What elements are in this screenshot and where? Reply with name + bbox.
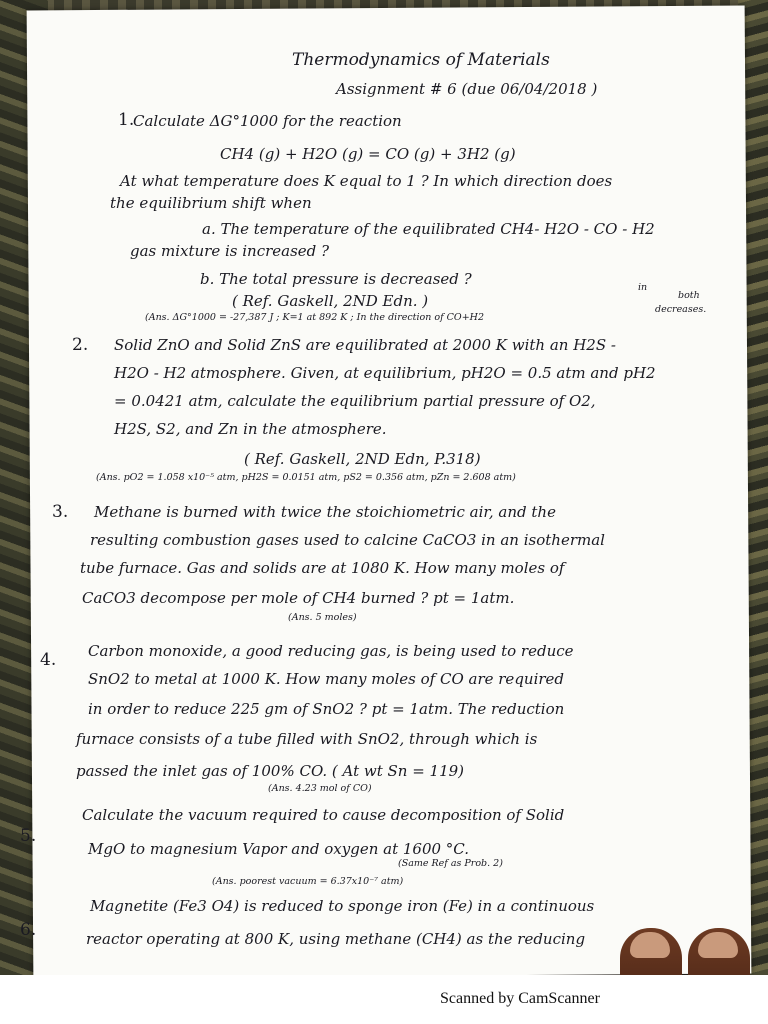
problem-4-line-2: SnO2 to metal at 1000 K. How many moles of CO are required xyxy=(88,670,565,688)
problem-1-reference: ( Ref. Gaskell, 2ND Edn. ) xyxy=(232,292,429,310)
problem-1-note-in: in xyxy=(638,282,648,293)
problem-4-line-1: Carbon monoxide, a good reducing gas, is being used to reduce xyxy=(88,642,574,660)
problem-5-answer: (Ans. poorest vacuum = 6.37x10⁻⁷ atm) xyxy=(212,876,404,887)
problem-5-line-1: Calculate the vacuum required to cause decomposition of Solid xyxy=(82,806,565,824)
scan-footer-strip xyxy=(0,975,768,1024)
problem-1-line-2: At what temperature does K equal to 1 ? In which direction does xyxy=(120,172,613,190)
problem-2-line-2: H2O - H2 atmosphere. Given, at equilibrium, pH2O = 0.5 atm and pH2 xyxy=(114,364,656,382)
problem-6-number: 6. xyxy=(20,920,37,940)
problem-1-line-3: the equilibrium shift when xyxy=(110,194,312,212)
problem-3-line-1: Methane is burned with twice the stoichiometric air, and the xyxy=(94,503,556,521)
problem-1-answer: (Ans. ΔG°1000 = -27,387 J ; K=1 at 892 K ; In the direction of CO+H2 xyxy=(145,312,484,323)
problem-3-answer: (Ans. 5 moles) xyxy=(288,612,357,623)
problem-6-line-2: reactor operating at 800 K, using methane (CH4) as the reducing xyxy=(86,930,586,948)
problem-2-answer: (Ans. pO2 = 1.058 x10⁻⁵ atm, pH2S = 0.0151 atm, pS2 = 0.356 atm, pZn = 2.608 atm) xyxy=(96,472,516,483)
problem-2-line-3: = 0.0421 atm, calculate the equilibrium partial pressure of O2, xyxy=(114,392,596,410)
problem-1-part-b: b. The total pressure is decreased ? xyxy=(200,270,472,288)
problem-2-line-4: H2S, S2, and Zn in the atmosphere. xyxy=(114,420,387,438)
fingers-photo xyxy=(620,920,768,980)
problem-1-note-both: both xyxy=(678,290,700,301)
problem-5-number: 5. xyxy=(20,826,37,846)
problem-3-number: 3. xyxy=(52,502,69,522)
problem-1-answer-tail: decreases. xyxy=(655,304,707,315)
problem-3-line-2: resulting combustion gases used to calcine CaCO3 in an isothermal xyxy=(90,531,605,549)
problem-2-number: 2. xyxy=(72,335,89,355)
problem-2-reference: ( Ref. Gaskell, 2ND Edn, P.318) xyxy=(244,450,481,468)
problem-1-part-a-2: gas mixture is increased ? xyxy=(130,242,330,260)
problem-2-line-1: Solid ZnO and Solid ZnS are equilibrated at 2000 K with an H2S - xyxy=(114,336,616,354)
problem-1-number: 1. xyxy=(118,110,135,130)
problem-1-line-1: Calculate ΔG°1000 for the reaction xyxy=(133,112,402,130)
problem-4-line-5: passed the inlet gas of 100% CO. ( At wt Sn = 119) xyxy=(76,762,465,780)
problem-5-line-2: MgO to magnesium Vapor and oxygen at 1600 °C. xyxy=(88,840,470,858)
problem-5-reference: (Same Ref as Prob. 2) xyxy=(398,858,503,869)
problem-4-line-3: in order to reduce 225 gm of SnO2 ? pt = 1atm. The reduction xyxy=(88,700,565,718)
problem-3-line-4: CaCO3 decompose per mole of CH4 burned ? pt = 1atm. xyxy=(82,589,515,607)
problem-6-line-1: Magnetite (Fe3 O4) is reduced to sponge iron (Fe) in a continuous xyxy=(90,897,595,915)
problem-4-answer: (Ans. 4.23 mol of CO) xyxy=(268,783,372,794)
problem-4-number: 4. xyxy=(40,650,57,670)
problem-4-line-4: furnace consists of a tube filled with SnO2, through which is xyxy=(76,730,538,748)
problem-3-line-3: tube furnace. Gas and solids are at 1080 K. How many moles of xyxy=(80,559,565,577)
problem-1-part-a-1: a. The temperature of the equilibrated CH4- H2O - CO - H2 xyxy=(202,220,655,238)
scanner-watermark: Scanned by CamScanner xyxy=(440,990,600,1007)
page-title: Thermodynamics of Materials xyxy=(292,50,550,70)
assignment-label: Assignment # 6 (due 06/04/2018 ) xyxy=(336,80,598,98)
problem-1-equation: CH4 (g) + H2O (g) = CO (g) + 3H2 (g) xyxy=(220,145,516,163)
